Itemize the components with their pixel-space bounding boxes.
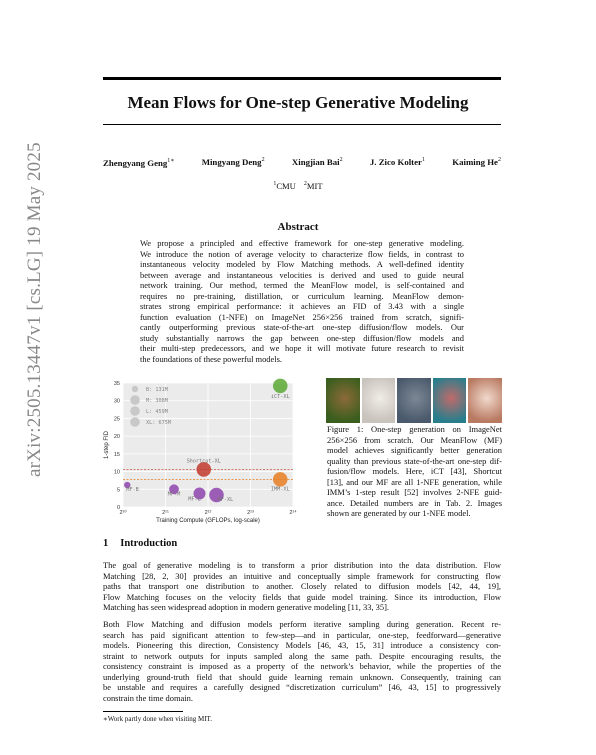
legend-size-label: M: 308M [146,398,168,405]
text-line: 256×256 from scratch. Our MeanFlow (MF) [327,434,502,445]
data-point-label: MF-B [126,487,139,494]
affiliation-mark: 2 [303,181,307,188]
figure-1-caption [327,424,502,519]
sample-image-2 [397,378,431,423]
text-line: shown are generated by our 1-NFE model. [327,508,471,518]
fid-vs-compute-chart [100,377,322,524]
sample-image-1 [362,378,396,423]
legend-size-label: XL: 675M [146,420,171,427]
y-tick-label: 15 [113,451,120,458]
text-line: model achieves significantly better generation [327,445,502,455]
legend-size-marker [132,386,138,392]
text-line: underlying ground-truth field that should guide learning remain unknown. Consequently, training can [103,671,501,682]
author-4 [452,157,501,168]
y-tick-label: 25 [113,416,120,423]
text-line: straint to network outputs for inputs sampled along the same path. Despite encouraging results, the [103,650,501,661]
author-name: Kaiming He [452,157,498,167]
text-line: strates strong empirical performance: it achieves an FID of 3.43 with a single [140,301,464,311]
arxiv-identifier[interactable]: arXiv:2505.13447v1 [cs.LG] 19 May 2025 [24,142,45,477]
data-point-label: MF-XL [217,496,234,503]
text-line: IMM’s 1-step result [52] involves 2-NFE guid- [327,487,502,497]
affiliation-mark: 1 [273,181,277,188]
abstract-heading: Abstract [277,221,319,233]
introduction-paragraph-1 [103,560,501,613]
title-top-rule [103,77,501,80]
affiliation-0 [273,181,296,191]
data-point-ict-xl [273,379,288,394]
author-affiliation-mark: 2 [261,157,265,164]
y-tick-label: 0 [116,505,120,511]
data-point-label: Shortcut-XL [186,458,221,465]
introduction-paragraph-2 [103,619,501,703]
author-affiliation-mark: 2 [497,157,501,164]
text-line: ance. Detailed numbers are in Tab. 2. Images [327,497,502,508]
author-list [103,157,501,168]
text-line: instantaneous velocity modeled by Flow Matching methods. A well-defined identity [140,259,464,269]
text-line: fusion/flow models. Here, iCT [43], Shortcut [327,466,502,476]
sample-image-0 [326,378,360,423]
text-line: be unstable and requires a carefully designed “discretization curriculum” [46, 43, 15] to progressively [103,682,501,692]
text-line: The goal of generative modeling is to transform a prior distribution into the data distribution. Flow [103,560,501,570]
section-heading-introduction [103,538,189,549]
title-bottom-rule [103,124,501,125]
section-title: Introduction [120,538,178,549]
text-line: function evaluation (1-NFE) on ImageNet 256×256 trained from scratch, signifi- [140,311,464,322]
paper-title: Mean Flows for One-step Generative Modeling [127,93,469,112]
text-line: Matching [28, 2, 30] provides an intuitive and conceptually simple framework for constructing flow [103,570,501,581]
text-line: Matching has seen widespread adoption in modern generative modeling [11, 33, 35]. [103,602,390,612]
text-line: models. Pioneering this direction, Consistency Models [46, 43, 15, 31] introduce a consistency con- [103,640,501,650]
author-3 [370,157,425,168]
affiliation-1 [304,181,323,191]
x-tick-label: 2¹⁴ [289,510,297,516]
text-line: the foundations of these powerful models. [140,353,282,364]
footnote: ∗Work partly done when visiting MIT. [103,715,213,723]
legend-size-label: B: 131M [146,387,168,394]
text-line: search has paid significant attention to few-step—and in particular, one-step, feedforward—generative [103,629,501,640]
footnote-rule [103,711,183,712]
y-axis-label: 1-step FID [104,430,110,460]
data-point-label: iCT-XL [270,393,290,400]
legend-size-marker [130,395,140,405]
author-name: J. Zico Kolter [369,157,422,167]
y-tick-label: 20 [113,434,120,441]
author-2 [292,157,343,168]
text-line: requires no pre-training, distillation, or curriculum learning. MeanFlow demon- [140,290,464,301]
data-point-label: MF-M [167,491,181,498]
text-line: We introduce the notion of average velocity to characterize flow fields, in contrast to [140,248,464,259]
text-line: quality than previous state-of-the-art one-step dif- [327,455,502,466]
text-line: We propose a principled and effective framework for one-step generative modeling. [140,238,464,248]
text-line: study substantially narrows the gap between one-step diffusion/flow models and [140,332,464,343]
legend-size-label: L: 459M [146,409,168,416]
y-tick-label: 10 [113,469,120,476]
x-tick-label: 2¹³ [247,510,254,516]
y-tick-label: 30 [113,398,120,405]
data-point-label: IMM-XL [270,486,290,493]
author-affiliation-mark: 1∗ [167,158,175,164]
text-line: network training. Our method, termed the MeanFlow model, is self-contained and [140,280,464,290]
author-affiliation-mark: 2 [339,157,343,164]
x-tick-label: 2¹² [204,510,212,516]
author-name: Mingyang Deng [201,157,262,167]
x-tick-label: 2¹⁰ [119,510,127,516]
data-point-imm-xl [273,472,288,487]
abstract-body [140,238,464,364]
sample-image-4 [468,378,502,423]
data-point-label: MF-L [188,496,201,503]
text-line: constrain the time domain. [103,692,193,703]
text-line: Figure 1: One-step generation on ImageNet [327,424,502,434]
author-name: Xingjian Bai [291,157,340,167]
text-line: [13], and our MF are all 1-NFE generation, while [327,476,502,487]
text-line: Flow Matching focuses on the velocity fields that guide model training. Since its introduction, Flow [103,591,501,602]
x-axis-label: Training Compute (GFLOPs, log-scale) [156,518,260,524]
text-line: between average and instantaneous velocities is derived and used to guide neural [140,269,464,280]
text-line: their multi-step predecessors, and we hope it will motivate future research to revisit [140,343,464,353]
author-affiliation-mark: 1 [421,157,425,164]
text-line: Both Flow Matching and diffusion models perform iterative sampling during generation. Recent re- [103,619,501,629]
affiliation-name: CMU [276,181,296,191]
sample-image-3 [433,378,467,423]
text-line: consistency constraint is imposed as a property of the network’s behavior, while the properties of the [103,661,501,671]
text-line: cantly outperforming previous state-of-the-art one-step diffusion/flow models. Our [140,322,464,332]
affiliations [0,181,596,191]
author-0 [103,157,174,168]
author-name: Zhengyang Geng [103,157,168,168]
y-tick-label: 5 [116,487,120,494]
section-number: 1 [103,538,109,549]
affiliation-name: MIT [306,181,323,191]
legend-size-marker [130,406,140,416]
author-1 [202,157,265,168]
text-line: paths that transport one distribution to another. Closely related to diffusion models [42, 44, 19], [103,581,501,591]
legend-size-marker [130,417,140,427]
x-tick-label: 2¹¹ [162,510,169,516]
generated-sample-images [326,378,502,423]
y-tick-label: 35 [113,381,120,387]
